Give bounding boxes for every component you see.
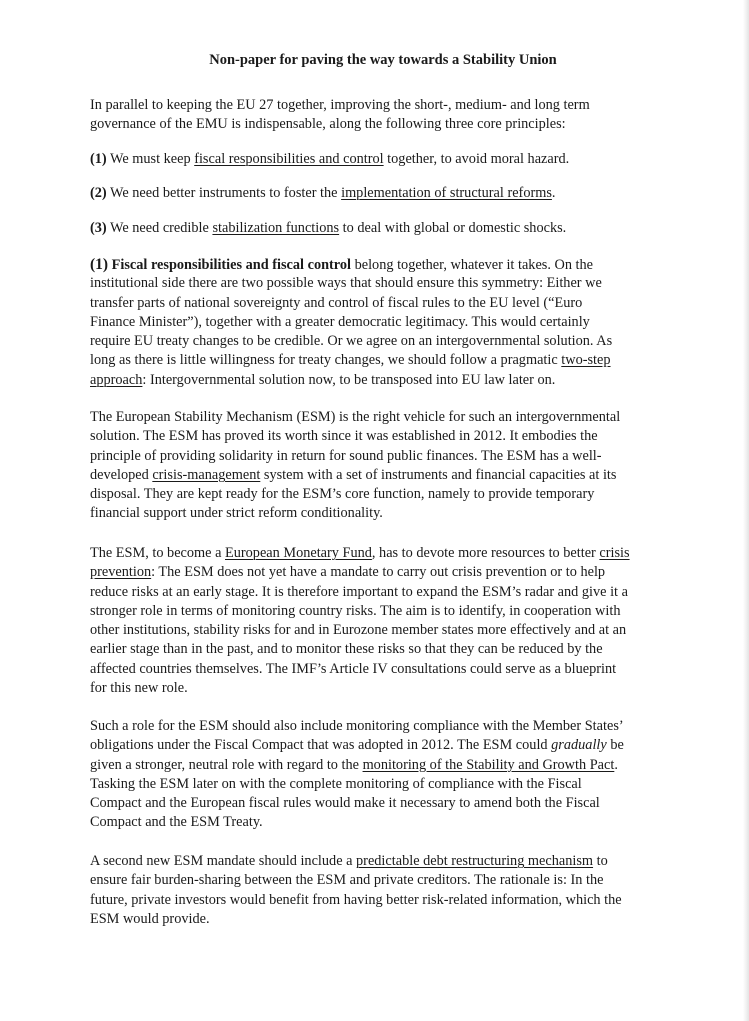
emf-paragraph: The ESM, to become a European Monetary Fund, has to devote more resources to better crisis prevention: The ESM does not yet have a mandate to carry out crisis prevention or to help reduce risks at an early stage. It is therefore important to expand the ESM’s radar and give it a stronger role in terms of monitoring country risks. The aim is to identify, in cooperation with other institutions, stability risks for and in Eurozone member states more effectively and at an earlier stage than in the past, and to monitor these risks so that they can be reduced by the affected countries themselves. The IMF’s Article IV consultations could serve as a blueprint for this new role.: [90, 544, 676, 698]
text-line: future, private investors would benefit from having better risk-related information, which the: [90, 891, 622, 908]
text-line: In parallel to keeping the EU 27 together, improving the short-, medium- and long term: [90, 97, 590, 113]
sgp-monitoring-link: monitoring of the Stability and Growth Pact: [362, 756, 615, 773]
principle-number: (3): [90, 220, 107, 236]
crisis-link: crisis: [599, 545, 630, 561]
principle-number: (1): [90, 151, 107, 167]
section-number: (1): [90, 256, 109, 273]
text-line: governance of the EMU is indispensable, along the following three core principles:: [90, 116, 566, 133]
esm-paragraph: The European Stability Mechanism (ESM) is the right vehicle for such an intergovernmental solution. The ESM has proved its worth since it was established in 2012. It embodies the principle of providing solidarity in return for sound public finances. The ESM has a well- developed crisis-management system with a set of instruments and financial capacities at its disposal. They are kept ready for the ESM’s core function, namely to provide temporary financial support under strict reform conditionality.: [90, 408, 676, 524]
text-line: disposal. They are kept ready for the ESM’s core function, namely to provide temporary: [90, 486, 595, 503]
text-line: principle of providing solidarity in return for sound public finances. The ESM has a well-: [90, 447, 602, 464]
text-line: ESM would provide.: [90, 910, 210, 927]
principle-3: (3) We need credible stabilization functions to deal with global or domestic shocks.: [90, 220, 567, 236]
text-line: Compact and the European fiscal rules would make it necessary to amend both the Fiscal: [90, 795, 600, 812]
text-line: require EU treaty changes to be credible. Or we agree on an intergovernmental solution. As: [90, 333, 613, 350]
principle-2: (2) We need better instruments to foster the implementation of structural reforms.: [90, 185, 556, 201]
text-line: stronger role in terms of monitoring country risks. The aim is to identify, in cooperation with: [90, 602, 621, 619]
text-line: solution. The ESM has proved its worth since it was established in 2012. It embodies the: [90, 428, 598, 445]
prevention-link: prevention: [90, 564, 152, 581]
text-line: for this new role.: [90, 680, 188, 697]
page-edge-shadow: [743, 0, 749, 1021]
text-line: financial support under strict reform conditionality.: [90, 505, 383, 522]
fiscal-compact-paragraph: Such a role for the ESM should also include monitoring compliance with the Member States’ obligations under the Fiscal Compact that was adopted in 2012. The ESM could gradually be given a stronger, neutral role with regard to the monitoring of the Stability and Growth Pact. Tasking the ESM later on with the complete monitoring of compliance with the Fiscal Compact and the European fiscal rules would make it necessary to amend both the Fiscal Compact and the ESM Treaty.: [90, 717, 676, 833]
text-line: The European Stability Mechanism (ESM) is the right vehicle for such an intergovernmental: [90, 409, 621, 425]
approach-link: approach: [90, 371, 143, 388]
intro-paragraph: [90, 96, 676, 135]
two-step-link: two-step: [561, 352, 611, 369]
principle-link: stabilization functions: [212, 220, 340, 236]
gradually-emphasis: gradually: [551, 737, 607, 754]
text-line: institutional side there are two possible ways that should ensure this symmetry: Either we: [90, 275, 602, 292]
text-line: reduce risks at an early stage. It is therefore important to expand the ESM’s radar and give it a: [90, 583, 628, 600]
principle-link: implementation of structural reforms: [341, 185, 552, 201]
text-line: Tasking the ESM later on with the complete monitoring of compliance with the Fiscal: [90, 775, 582, 792]
section-1-paragraph: (1) Fiscal responsibilities and fiscal control belong together, whatever it takes. On the institutional side there are two possible ways that should ensure this symmetry: Either we transfer parts of national sovereignty and control of fiscal rules to the EU level (“Euro Finance Minister”), together with a greater democratic legitimacy. This would certainly require EU treaty changes to be credible. Or we agree on an intergovernmental solution. As long as there is little willingness for treaty changes, we should follow a pragmatic two-step approach: Intergovernmental solution now, to be transposed into EU law later on.: [90, 255, 676, 390]
document-title: Non-paper for paving the way towards a Stability Union: [209, 52, 557, 68]
text-line: Such a role for the ESM should also include monitoring compliance with the Member States’: [90, 718, 624, 734]
section-heading: Fiscal responsibilities and fiscal control: [108, 257, 352, 273]
emf-link: European Monetary Fund: [225, 545, 372, 561]
crisis-management-link: crisis-management: [152, 466, 261, 483]
text-line: Finance Minister”), together with a greater democratic legitimacy. This would certainly: [90, 313, 590, 330]
principle-number: (2): [90, 185, 107, 201]
text-line: ensure fair burden-sharing between the ESM and private creditors. The rationale is: In the: [90, 872, 604, 889]
principle-link: fiscal responsibilities and control: [194, 151, 384, 167]
text-line: transfer parts of national sovereignty and control of fiscal rules to the EU level (“Euro: [90, 294, 583, 311]
text-line: affected countries themselves. The IMF’s Article IV consultations could serve as a blueprint: [90, 660, 617, 677]
text-line: other institutions, stability risks for and in Eurozone member states more effectively and at an: [90, 622, 627, 639]
debt-mechanism-link: predictable debt restructuring mechanism: [356, 853, 594, 869]
debt-restructuring-paragraph: A second new ESM mandate should include a predictable debt restructuring mechanism to ensure fair burden-sharing between the ESM and private creditors. The rationale is: In the future, private investors would benefit from having better risk-related information, which the ESM would provide.: [90, 852, 676, 929]
text-line: earlier stage than in the past, and to monitor these risks so that they can be reduced by the: [90, 641, 603, 658]
principle-1: (1) We must keep fiscal responsibilities and control together, to avoid moral hazard.: [90, 151, 570, 167]
text-line: Compact and the ESM Treaty.: [90, 814, 263, 831]
